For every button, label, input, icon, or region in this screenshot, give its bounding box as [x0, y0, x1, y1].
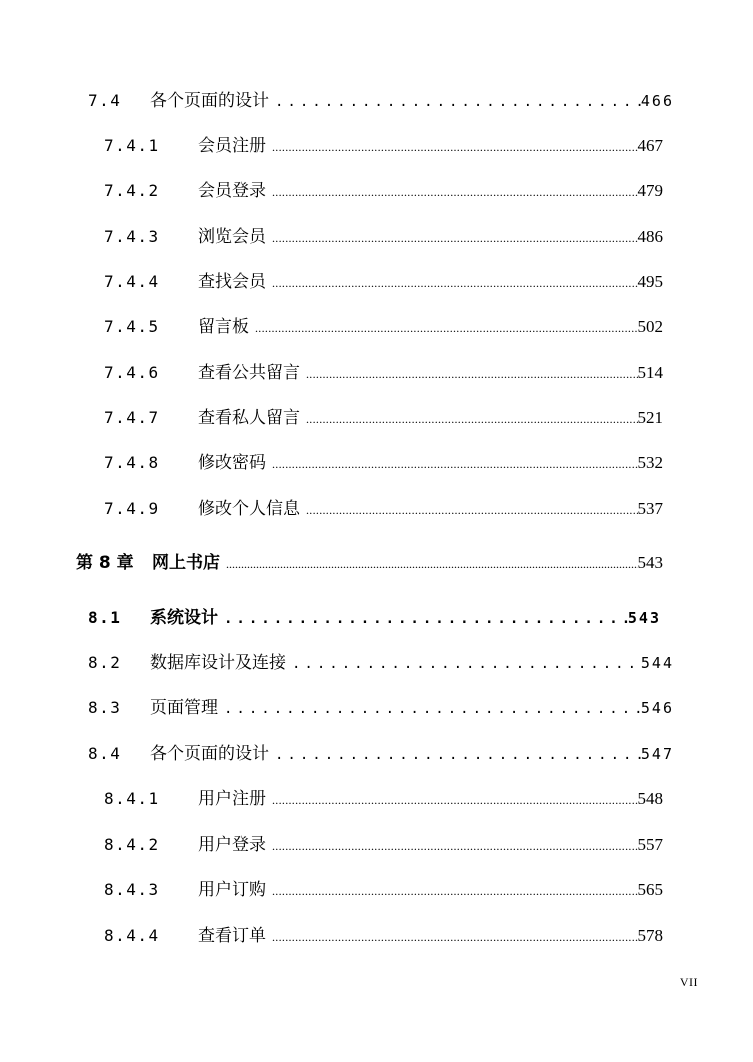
toc-chapter-entry[interactable]: [76, 550, 663, 576]
toc-dot-leader: [224, 606, 628, 631]
toc-dot-leader: [272, 270, 638, 295]
toc-entry-page: 466: [640, 92, 674, 110]
toc-entry[interactable]: [104, 314, 663, 340]
toc-entry-title: 修改密码: [198, 453, 266, 473]
toc-entry-number: 8.4.1: [104, 789, 160, 808]
toc-entry-number: 8.4.4: [104, 926, 160, 945]
toc-dot-leader: [272, 924, 638, 949]
toc-entry-number: 8.4.3: [104, 880, 160, 899]
toc-dot-leader: [272, 451, 638, 476]
toc-entry-number: 8.4: [88, 744, 122, 763]
toc-entry[interactable]: [88, 741, 674, 767]
toc-entry-title: 查看订单: [198, 926, 266, 946]
toc-entry-page: 543: [627, 609, 661, 627]
toc-entry-number: 8.2: [88, 653, 122, 672]
toc-entry[interactable]: [104, 877, 663, 903]
toc-entry-number: 7.4.6: [104, 363, 160, 382]
toc-entry-page: 578: [637, 926, 663, 945]
toc-entry-title: 查看公共留言: [198, 363, 300, 383]
toc-entry-number: 7.4.3: [104, 227, 160, 246]
toc-entry-page: 502: [637, 317, 663, 336]
toc-entry[interactable]: [104, 450, 663, 476]
toc-entry-page: 486: [637, 227, 663, 246]
toc-entry-number: 8.4.2: [104, 835, 160, 854]
toc-dot-leader: [292, 651, 641, 676]
toc-dot-leader: [306, 406, 638, 431]
toc-entry[interactable]: [104, 269, 663, 295]
toc-entry-number: 7.4.1: [104, 136, 160, 155]
toc-entry[interactable]: [104, 133, 663, 159]
toc-entry[interactable]: [104, 923, 663, 949]
toc-entry-title: 网上书店: [152, 553, 220, 573]
toc-dot-leader: [272, 878, 638, 903]
toc-dot-leader: [226, 551, 638, 576]
toc-entry[interactable]: [104, 496, 663, 522]
toc-entry[interactable]: [104, 224, 663, 250]
toc-dot-leader: [272, 787, 638, 812]
toc-entry[interactable]: [104, 786, 663, 812]
toc-entry-number: 8.3: [88, 698, 122, 717]
toc-dot-leader: [306, 361, 638, 386]
toc-entry-title: 各个页面的设计: [150, 744, 269, 764]
toc-entry-title: 用户订购: [198, 880, 266, 900]
toc-entry-title: 查看私人留言: [198, 408, 300, 428]
toc-entry-title: 查找会员: [198, 272, 266, 292]
toc-entry-page: 557: [637, 835, 663, 854]
toc-entry-page: 514: [637, 363, 663, 382]
toc-entry-number: 7.4.4: [104, 272, 160, 291]
toc-dot-leader: [275, 89, 641, 114]
toc-dot-leader: [275, 742, 641, 767]
toc-entry-title: 数据库设计及连接: [150, 653, 286, 673]
toc-entry-title: 浏览会员: [198, 227, 266, 247]
toc-entry-page: 544: [640, 654, 674, 672]
toc-entry-title: 用户登录: [198, 835, 266, 855]
toc-entry-number: 第 8 章: [76, 553, 134, 573]
toc-dot-leader: [272, 134, 638, 159]
toc-entry-page: 467: [637, 136, 663, 155]
toc-entry[interactable]: [104, 832, 663, 858]
toc-entry-page: 532: [637, 453, 663, 472]
toc-entry-number: 7.4.7: [104, 408, 160, 427]
toc-dot-leader: [272, 225, 638, 250]
toc-entry-number: 7.4: [88, 91, 122, 110]
toc-dot-leader: [306, 497, 638, 522]
toc-entry-page: 548: [637, 789, 663, 808]
toc-entry-number: 7.4.9: [104, 499, 160, 518]
toc-entry-title: 会员登录: [198, 181, 266, 201]
toc-entry-page: 546: [640, 699, 674, 717]
toc-entry-number: 7.4.8: [104, 453, 160, 472]
toc-entry[interactable]: [88, 605, 661, 631]
toc-dot-leader: [224, 696, 641, 721]
toc-entry-page: 543: [637, 553, 663, 572]
toc-entry-title: 用户注册: [198, 789, 266, 809]
toc-entry-title: 系统设计: [150, 608, 218, 628]
toc-entry-title: 页面管理: [150, 698, 218, 718]
toc-entry-page: 565: [637, 880, 663, 899]
toc-entry-number: 7.4.2: [104, 181, 160, 200]
toc-dot-leader: [272, 179, 638, 204]
toc-entry-title: 各个页面的设计: [150, 91, 269, 111]
toc-entry-title: 会员注册: [198, 136, 266, 156]
toc-dot-leader: [255, 315, 638, 340]
toc-entry[interactable]: [104, 178, 663, 204]
toc-entry-page: 495: [637, 272, 663, 291]
toc-entry[interactable]: [88, 695, 674, 721]
toc-entry-page: 521: [637, 408, 663, 427]
toc-entry-number: 8.1: [88, 608, 122, 627]
toc-entry[interactable]: [88, 650, 674, 676]
toc-entry-page: 547: [640, 745, 674, 763]
toc-entry[interactable]: [104, 405, 663, 431]
page-number: VII: [679, 975, 698, 989]
toc-entry-number: 7.4.5: [104, 317, 160, 336]
toc-entry-title: 修改个人信息: [198, 499, 300, 519]
toc-entry[interactable]: [104, 360, 663, 386]
toc-entry-page: 479: [637, 181, 663, 200]
toc-entry-title: 留言板: [198, 317, 249, 337]
toc-dot-leader: [272, 833, 638, 858]
toc-entry-page: 537: [637, 499, 663, 518]
toc-entry[interactable]: [88, 88, 674, 114]
